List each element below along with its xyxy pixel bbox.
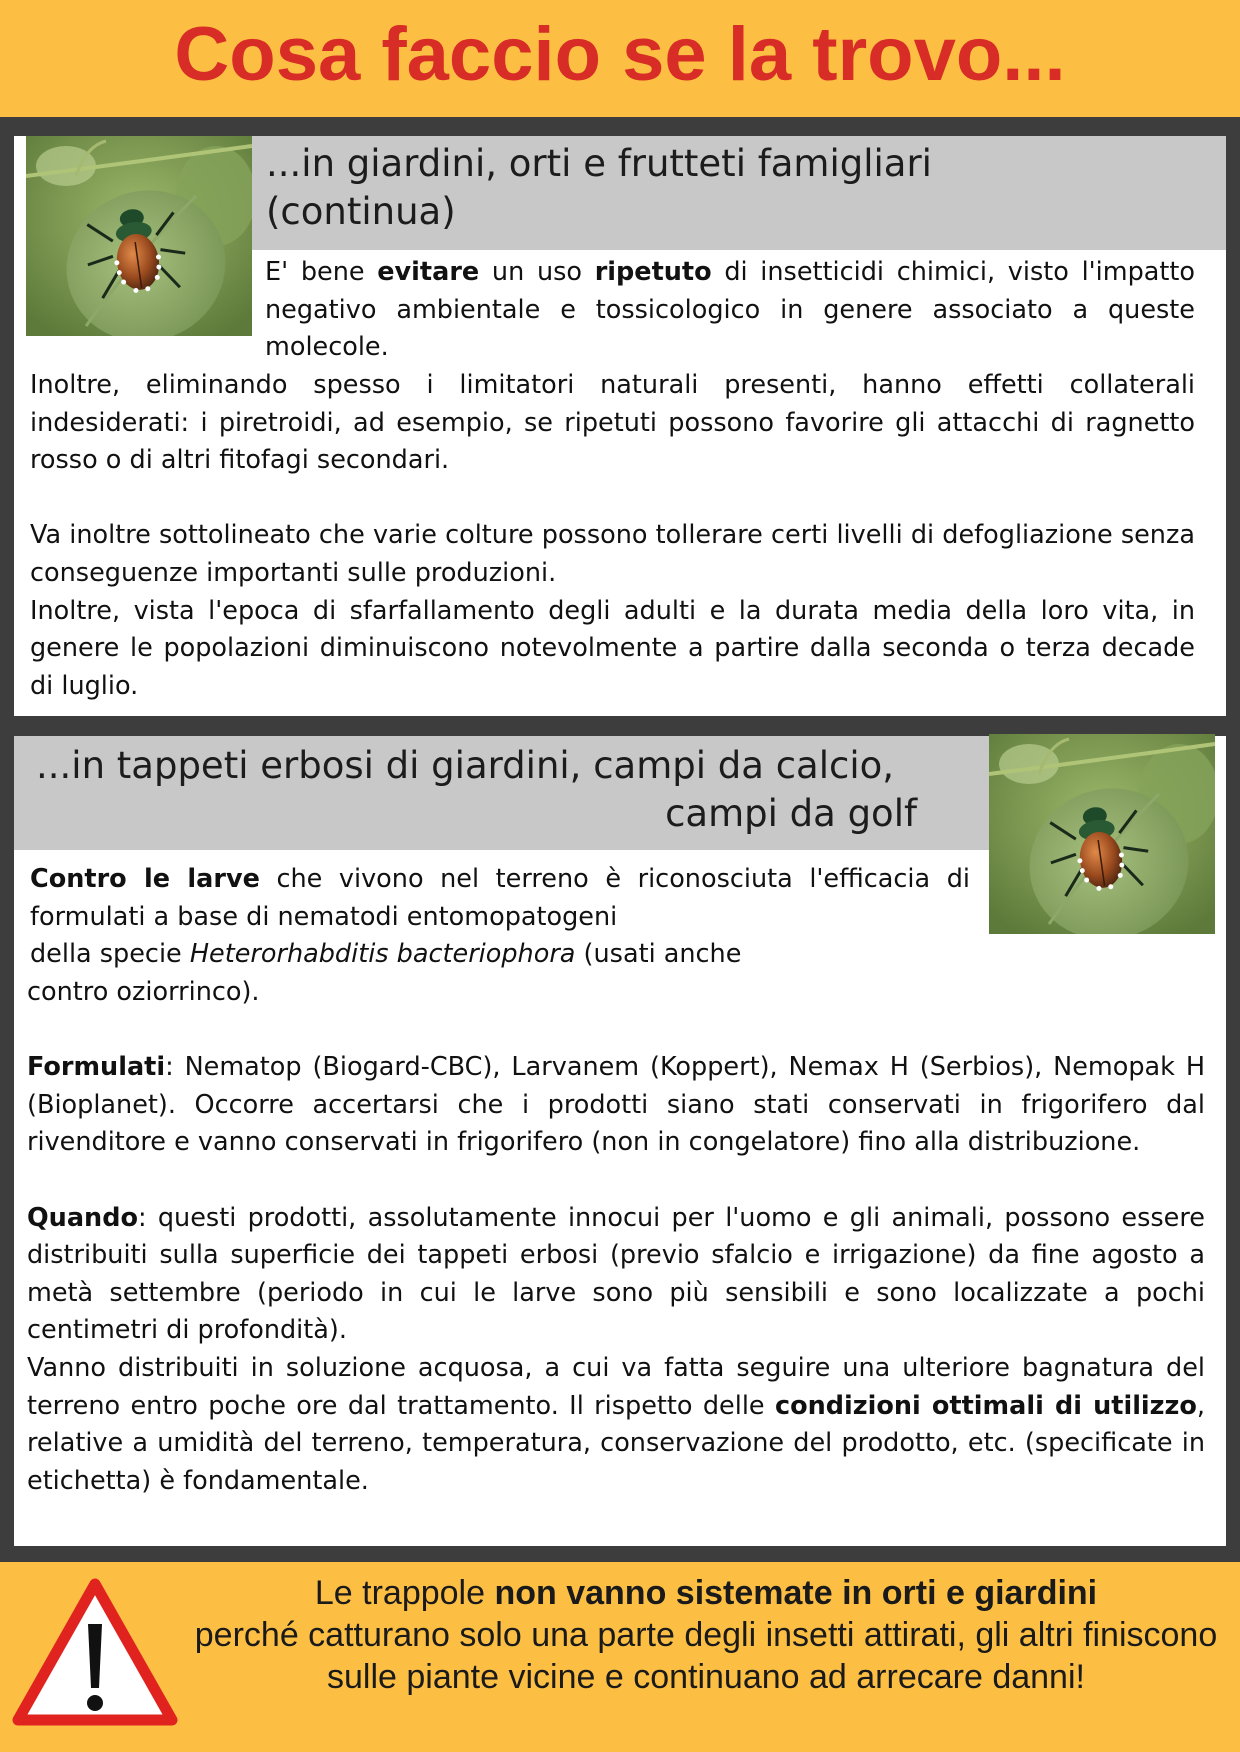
section-title-line: (continua) <box>266 190 456 233</box>
emphasis-text: condizioni ottimali di utilizzo <box>774 1390 1197 1421</box>
emphasis-text: non vanno sistemate in orti e giardini <box>494 1574 1098 1612</box>
text: un uso <box>479 257 595 287</box>
page-title: Cosa faccio se la trovo... <box>174 12 1066 97</box>
emphasis-text: ripetuto <box>594 257 712 287</box>
footer-warning-text <box>186 1572 1226 1698</box>
beetle-photo <box>989 734 1215 934</box>
emphasis-text: Formulati <box>27 1052 166 1083</box>
section-gardens-intro <box>265 254 1195 367</box>
warning-triangle-icon <box>12 1576 178 1728</box>
header-banner <box>0 0 1240 117</box>
text: (usati anche <box>575 939 742 970</box>
paragraph: Va inoltre sottolineato che varie colture possono tollerare certi livelli di defogliazione senza conseguenze importanti sulle produzioni. <box>30 520 1195 588</box>
section-gardens-title <box>252 136 1226 250</box>
paragraph <box>27 1350 1205 1500</box>
paragraph <box>27 1049 1205 1162</box>
paragraph: contro oziorrinco). <box>27 977 260 1007</box>
beetle-photo <box>26 136 252 336</box>
text: perché catturano solo una parte degli insetti attirati, gli altri finiscono sulle piante vicine e continuano ad arrecare danni! <box>194 1616 1218 1696</box>
text: : questi prodotti, assolutamente innocui per l'uomo e gli animali, possono essere distribuiti sulla superficie dei tappeti erbosi (previo sfalcio e irrigazione) da fine agosto a metà settembre (periodo in cui le larve sono più sensibili e sono localizzate a pochi centimetri di profondità). <box>27 1202 1205 1346</box>
section-title-line: campi da golf <box>665 792 917 835</box>
paragraph: Inoltre, eliminando spesso i limitatori naturali presenti, hanno effetti collaterali indesiderati: i piretroidi, ad esempio, se ripetuti possono favorire gli attacchi di ragnetto rosso o di altri fitofagi secondari. <box>30 370 1195 476</box>
species-name: Heterorhabditis bacteriophora <box>189 939 576 970</box>
text: Le trappole <box>314 1574 495 1612</box>
section-lawns-title <box>14 736 989 850</box>
text: Vanno distribuiti in soluzione acquosa, a cui va fatta seguire una ulteriore bagnatura del terreno entro poche ore dal trattamento. Il rispetto delle <box>27 1352 1205 1421</box>
text: , relative a umidità del terreno, temperatura, conservazione del prodotto, etc. (specificate in etichetta) è fondamentale. <box>27 1390 1205 1496</box>
emphasis-text: Contro le larve <box>30 864 260 894</box>
text: : Nematop (Biogard-CBC), Larvanem (Koppert), Nemax H (Serbios), Nemopak H (Bioplanet). Occorre accertarsi che i prodotti siano stati conservati in frigorifero dal rivenditore e vanno conservati in frigorifero (non in congelatore) fino alla distribuzione. <box>27 1052 1205 1158</box>
text: E' bene <box>265 257 378 287</box>
section-lawns-body <box>27 974 1205 1500</box>
section-title-line: ...in tappeti erbosi di giardini, campi da calcio, <box>36 744 895 787</box>
paragraph <box>27 1200 1205 1350</box>
section-gardens-body <box>30 367 1195 705</box>
section-title-line: ...in giardini, orti e frutteti famigliari <box>266 142 932 185</box>
emphasis-text: evitare <box>377 257 480 287</box>
paragraph: Inoltre, vista l'epoca di sfarfallamento degli adulti e la durata media della loro vita, in genere le popolazioni diminuiscono notevolmente a partire dalla seconda o terza decade di luglio. <box>30 595 1195 701</box>
text: che vivono nel terreno è riconosciuta l'efficacia di formulati a base di nematodi entomopatogeni <box>30 864 971 932</box>
text: della specie <box>30 939 190 970</box>
section-lawns-intro <box>30 861 970 974</box>
text: di insetticidi chimici, visto l'impatto negativo ambientale e tossicologico in genere associato a queste molecole. <box>265 257 1195 363</box>
emphasis-text: Quando <box>27 1202 138 1233</box>
footer-warning-banner <box>0 1562 1240 1752</box>
